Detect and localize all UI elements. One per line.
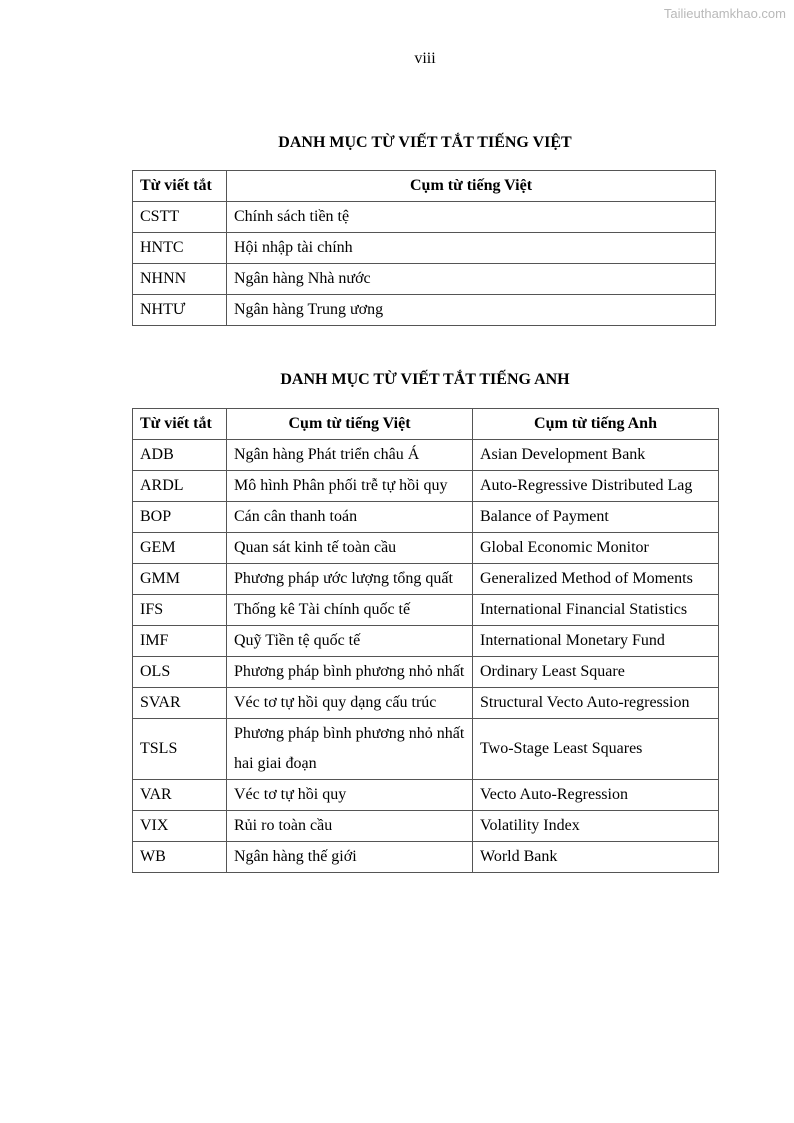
table-row (133, 595, 719, 626)
abbreviation-cell: NHNN (133, 264, 227, 295)
english-phrase-cell: Global Economic Monitor (473, 533, 719, 564)
english-phrase-cell: International Monetary Fund (473, 626, 719, 657)
vietnamese-phrase-cell: Ngân hàng Trung ương (227, 295, 716, 326)
abbreviation-cell: CSTT (133, 202, 227, 233)
vietnamese-phrase-cell: Chính sách tiền tệ (227, 202, 716, 233)
abbreviation-cell: IMF (133, 626, 227, 657)
vietnamese-phrase-cell: Mô hình Phân phối trễ tự hồi quy (227, 471, 473, 502)
table-row (133, 811, 719, 842)
header-english-phrase: Cụm từ tiếng Anh (473, 409, 719, 440)
english-phrase-cell: Balance of Payment (473, 502, 719, 533)
english-phrase-cell: Auto-Regressive Distributed Lag (473, 471, 719, 502)
english-phrase-cell: Volatility Index (473, 811, 719, 842)
abbreviation-cell: NHTƯ (133, 295, 227, 326)
abbreviation-cell: GEM (133, 533, 227, 564)
abbreviation-cell: ADB (133, 440, 227, 471)
abbreviation-cell: ARDL (133, 471, 227, 502)
vietnamese-phrase-cell: Quỹ Tiền tệ quốc tế (227, 626, 473, 657)
table-row (133, 626, 719, 657)
table-row (133, 688, 719, 719)
english-phrase-cell: Generalized Method of Moments (473, 564, 719, 595)
abbreviation-cell: OLS (133, 657, 227, 688)
abbreviation-cell: HNTC (133, 233, 227, 264)
vietnamese-phrase-cell: Hội nhập tài chính (227, 233, 716, 264)
vietnamese-phrase-cell: Phương pháp bình phương nhỏ nhất (227, 657, 473, 688)
vietnamese-phrase-cell: Ngân hàng Phát triển châu Á (227, 440, 473, 471)
english-phrase-cell: Ordinary Least Square (473, 657, 719, 688)
table-header-row (133, 171, 716, 202)
vietnamese-phrase-cell: Thống kê Tài chính quốc tế (227, 595, 473, 626)
table-row (133, 202, 716, 233)
vietnamese-phrase-cell: Véc tơ tự hồi quy (227, 780, 473, 811)
table-row (133, 471, 719, 502)
table-header-row (133, 409, 719, 440)
page-number: viii (414, 50, 436, 67)
header-vietnamese-phrase: Cụm từ tiếng Việt (227, 409, 473, 440)
vietnamese-phrase-cell: Phương pháp bình phương nhỏ nhất hai giai đoạn (227, 719, 473, 780)
abbreviation-cell: VAR (133, 780, 227, 811)
english-phrase-cell: Two-Stage Least Squares (473, 719, 719, 780)
header-abbreviation: Từ viết tắt (133, 171, 227, 202)
vietnamese-phrase-cell: Quan sát kinh tế toàn cầu (227, 533, 473, 564)
table-row (133, 533, 719, 564)
english-abbreviations-table (132, 408, 719, 873)
vietnamese-phrase-cell: Véc tơ tự hồi quy dạng cấu trúc (227, 688, 473, 719)
vietnamese-abbreviations-table (132, 170, 716, 326)
english-phrase-cell: Asian Development Bank (473, 440, 719, 471)
table-row (133, 264, 716, 295)
header-abbreviation: Từ viết tắt (133, 409, 227, 440)
table-row (133, 842, 719, 873)
vietnamese-phrase-cell: Ngân hàng thế giới (227, 842, 473, 873)
abbreviation-cell: BOP (133, 502, 227, 533)
vietnamese-phrase-cell: Cán cân thanh toán (227, 502, 473, 533)
table-row (133, 780, 719, 811)
vietnamese-phrase-cell: Rủi ro toàn cầu (227, 811, 473, 842)
abbreviation-cell: IFS (133, 595, 227, 626)
table-row (133, 295, 716, 326)
table-row (133, 719, 719, 780)
vietnamese-abbreviations-title: DANH MỤC TỪ VIẾT TẮT TIẾNG VIỆT (278, 134, 572, 151)
english-phrase-cell: International Financial Statistics (473, 595, 719, 626)
english-phrase-cell: Structural Vecto Auto-regression (473, 688, 719, 719)
english-abbreviations-title: DANH MỤC TỪ VIẾT TẮT TIẾNG ANH (280, 371, 570, 388)
table-row (133, 564, 719, 595)
english-phrase-cell: World Bank (473, 842, 719, 873)
header-vietnamese-phrase: Cụm từ tiếng Việt (227, 171, 716, 202)
abbreviation-cell: WB (133, 842, 227, 873)
abbreviation-cell: GMM (133, 564, 227, 595)
abbreviation-cell: SVAR (133, 688, 227, 719)
watermark: Tailieuthamkhao.com (663, 6, 786, 21)
table-row (133, 233, 716, 264)
table-row (133, 657, 719, 688)
vietnamese-phrase-cell: Ngân hàng Nhà nước (227, 264, 716, 295)
table-row (133, 502, 719, 533)
vietnamese-phrase-cell: Phương pháp ước lượng tổng quất (227, 564, 473, 595)
table-row (133, 440, 719, 471)
abbreviation-cell: TSLS (133, 719, 227, 780)
english-phrase-cell: Vecto Auto-Regression (473, 780, 719, 811)
abbreviation-cell: VIX (133, 811, 227, 842)
